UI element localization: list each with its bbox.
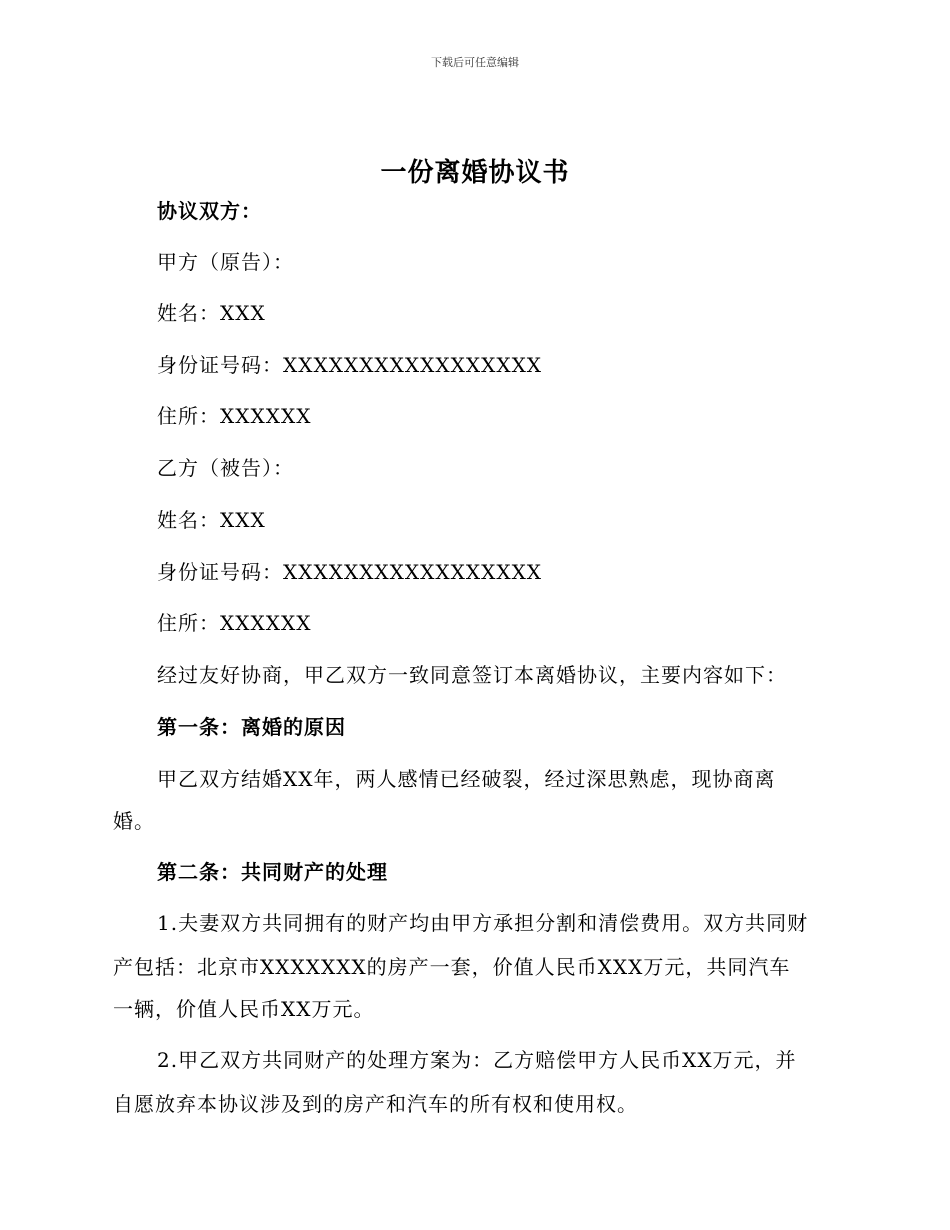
parties-heading: 协议双方： [157, 199, 262, 223]
header-note: 下载后可任意编辑 [431, 56, 519, 69]
article2-item1-line3: 一辆，价值人民币XX万元。 [113, 997, 375, 1021]
party-b-address: 住所：XXXXXX [157, 611, 312, 635]
article1-heading: 第一条：离婚的原因 [157, 715, 346, 739]
article2-item1-line2: 产包括：北京市XXXXXXX的房产一套，价值人民币XXX万元，共同汽车 [113, 955, 791, 979]
party-b-heading: 乙方（被告）： [157, 456, 294, 480]
article2-item2-line2: 自愿放弃本协议涉及到的房产和汽车的所有权和使用权。 [113, 1092, 638, 1116]
party-b-id: 身份证号码：XXXXXXXXXXXXXXXXX [157, 560, 543, 584]
party-a-heading: 甲方（原告）： [157, 250, 294, 274]
article1-paragraph-line1: 甲乙双方结婚XX年，两人感情已经破裂，经过深思熟虑，现协商离 [157, 767, 776, 791]
document-title: 一份离婚协议书 [380, 158, 570, 188]
party-a-name: 姓名：XXX [157, 301, 266, 325]
party-b-name: 姓名：XXX [157, 508, 266, 532]
article1-paragraph-line2: 婚。 [113, 809, 155, 833]
article2-item1-line1: 1.夫妻双方共同拥有的财产均由甲方承担分割和清偿费用。双方共同财 [157, 911, 809, 935]
intro-paragraph: 经过友好协商，甲乙双方一致同意签订本离婚协议，主要内容如下： [157, 663, 787, 687]
party-a-id: 身份证号码：XXXXXXXXXXXXXXXXX [157, 353, 543, 377]
party-a-address: 住所：XXXXXX [157, 404, 312, 428]
article2-item2-line1: 2.甲乙双方共同财产的处理方案为：乙方赔偿甲方人民币XX万元，并 [157, 1048, 797, 1072]
article2-heading: 第二条：共同财产的处理 [157, 860, 388, 884]
